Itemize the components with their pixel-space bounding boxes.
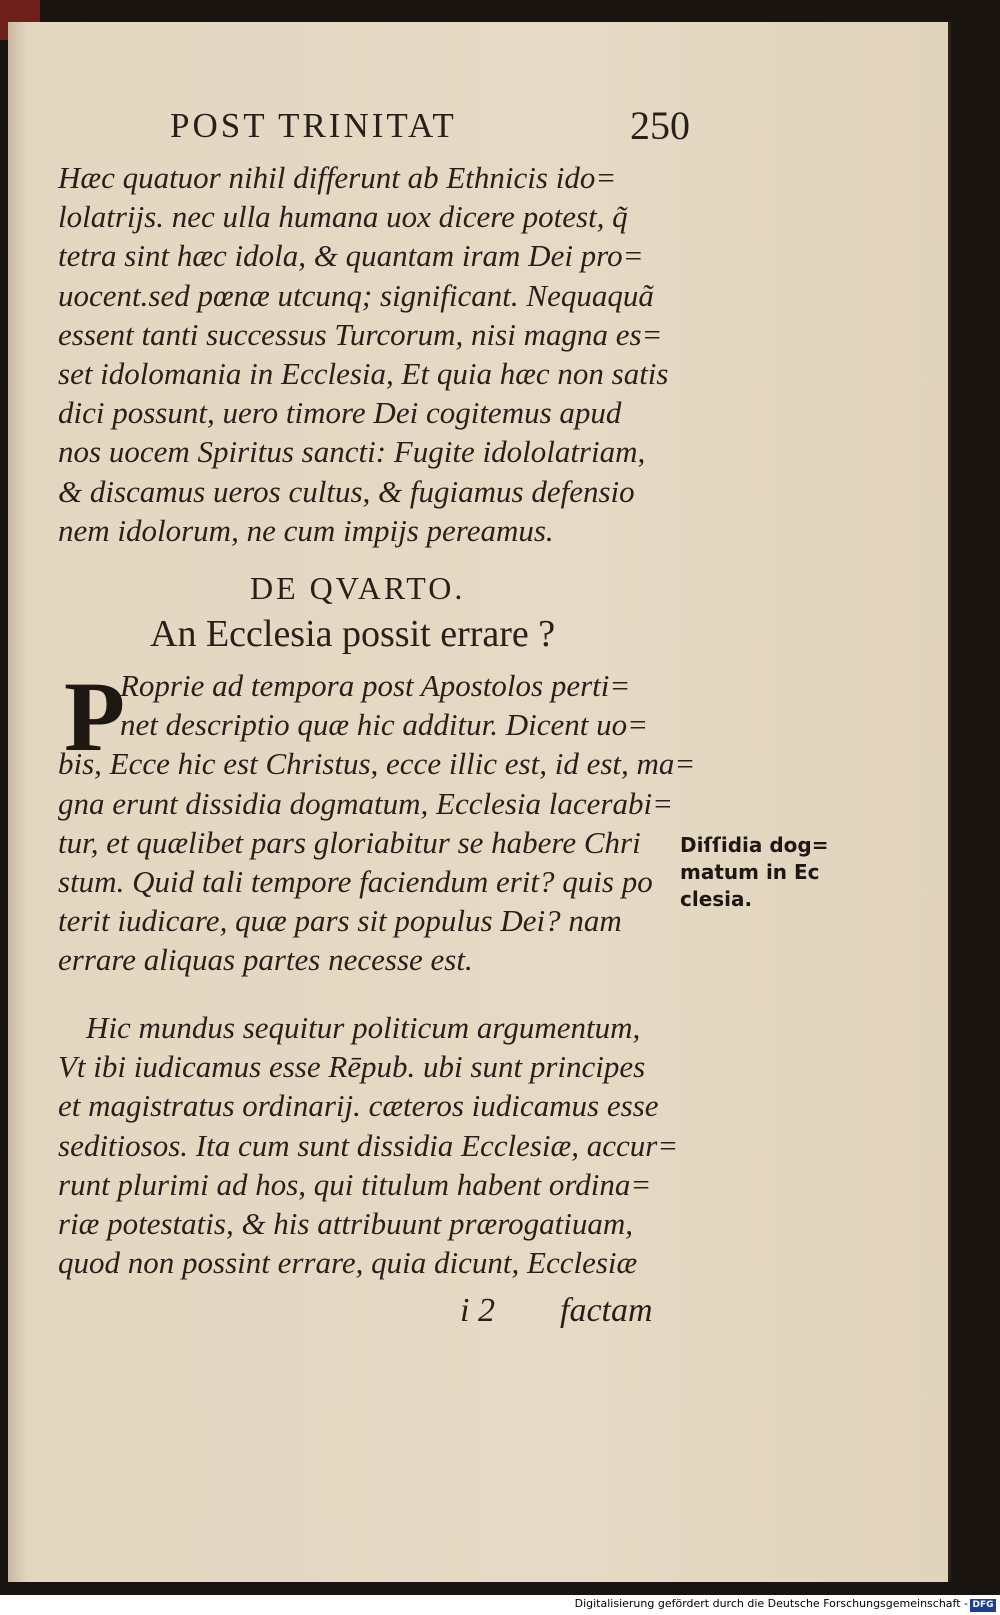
text-line: dici possunt, uero timore Dei cogitemus apud <box>58 395 622 431</box>
drop-cap-initial: P <box>64 661 126 772</box>
catchword: factam <box>560 1292 653 1329</box>
folio-number: 250 <box>630 103 690 148</box>
paragraph-one <box>58 661 696 980</box>
funding-credit: Digitalisierung gefördert durch die Deutsche Forschungsgemeinschaft - <box>574 1597 968 1610</box>
text-line: stum. Quid tali tempore faciendum erit? quis po <box>58 863 653 899</box>
section-heading: DE QVARTO. <box>250 570 466 606</box>
marginal-line: matum in Ec <box>680 860 820 884</box>
text-line: runt plurimi ad hos, qui titulum habent ordina= <box>58 1166 652 1202</box>
marginal-line: Diſſidia dog= <box>680 833 829 857</box>
text-line: Hic mundus sequitur politicum argumentum, <box>86 1010 641 1045</box>
text-line: & discamus ueros cultus, & fugiamus defensio <box>58 473 635 509</box>
dfg-logo-icon: DFG <box>970 1599 996 1612</box>
marginal-line: clesia. <box>680 887 753 911</box>
text-line: terit iudicare, quæ pars sit populus Dei? nam <box>58 903 622 939</box>
text-line: uocent.sed pœnæ utcunq; significant. Nequaquã <box>58 277 654 313</box>
text-line: net descriptio quæ hic additur. Dicent uo= <box>120 707 649 743</box>
paragraph-top <box>58 158 678 550</box>
signature-mark: i 2 <box>460 1292 495 1329</box>
marginal-note <box>680 832 830 913</box>
text-line: essent tanti successus Turcorum, nisi magna es= <box>58 316 663 352</box>
text-line: Hæc quatuor nihil differunt ab Ethnicis ido= <box>58 160 617 195</box>
text-line: errare aliquas partes necesse est. <box>58 942 473 978</box>
text-line: tur, et quælibet pars gloriabitur se habere Chri <box>58 824 641 860</box>
text-line: Vt ibi iudicamus esse Rēpub. ubi sunt principes <box>58 1049 646 1085</box>
text-line: riæ potestatis, & his attribuunt prærogatiuam, <box>58 1205 634 1241</box>
paragraph-two <box>58 1008 678 1282</box>
running-head: POST TRINITAT <box>170 106 457 145</box>
text-line: quod non possint errare, quia dicunt, Ecclesiæ <box>58 1245 638 1281</box>
section-title: An Ecclesia possit errare ? <box>150 613 556 655</box>
text-line: set idolomania in Ecclesia, Et quia hæc non satis <box>58 355 669 391</box>
text-line: tetra sint hæc idola, & quantam iram Dei pro= <box>58 238 644 274</box>
text-line: gna erunt dissidia dogmatum, Ecclesia lacerabi= <box>58 785 674 821</box>
page-header <box>170 102 690 152</box>
text-line: seditiosos. Ita cum sunt dissidia Ecclesiæ, accur= <box>58 1127 679 1163</box>
text-line: nem idolorum, ne cum impijs pereamus. <box>58 512 554 548</box>
text-line: nos uocem Spiritus sancti: Fugite idololatriam, <box>58 434 646 470</box>
text-line: Roprie ad tempora post Apostolos perti= <box>120 668 631 703</box>
text-line: lolatrijs. nec ulla humana uox dicere potest, q̃ <box>58 199 628 235</box>
text-line: et magistratus ordinarij. cæteros iudicamus esse <box>58 1088 659 1124</box>
text-line: bis, Ecce hic est Christus, ecce illic est, id est, ma= <box>58 746 696 782</box>
